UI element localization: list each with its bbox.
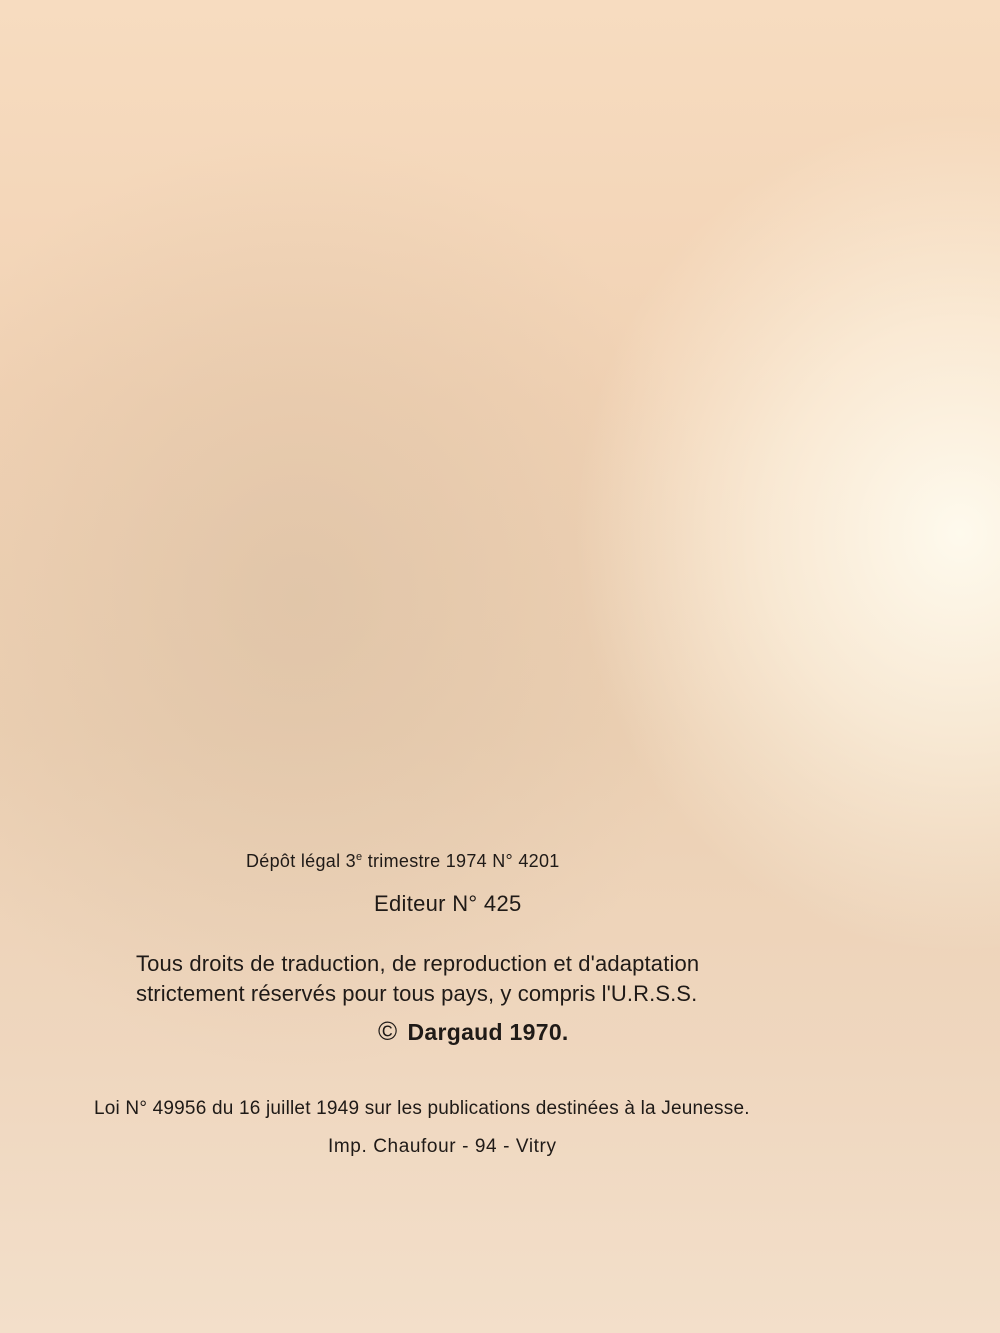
editeur-number: Editeur N° 425 — [374, 891, 522, 916]
rights-line-2: strictement réservés pour tous pays, y compris l'U.R.S.S. — [136, 981, 698, 1006]
printer-line: Imp. Chaufour - 94 - Vitry — [328, 1136, 557, 1157]
copyright-line — [378, 1018, 569, 1044]
copyright-icon: © — [378, 1016, 398, 1046]
rights-line-1: Tous droits de traduction, de reproduction et d'adaptation — [136, 951, 700, 976]
depot-legal-superscript: e — [355, 851, 363, 863]
depot-legal-line — [246, 852, 560, 870]
depot-legal-number: trimestre 1974 N° 4201 — [362, 851, 560, 871]
depot-legal-text: Dépôt légal 3 — [246, 851, 356, 871]
copyright-text: Dargaud 1970. — [407, 1019, 569, 1045]
law-reference: Loi N° 49956 du 16 juillet 1949 sur les publications destinées à la Jeunesse. — [94, 1098, 750, 1119]
